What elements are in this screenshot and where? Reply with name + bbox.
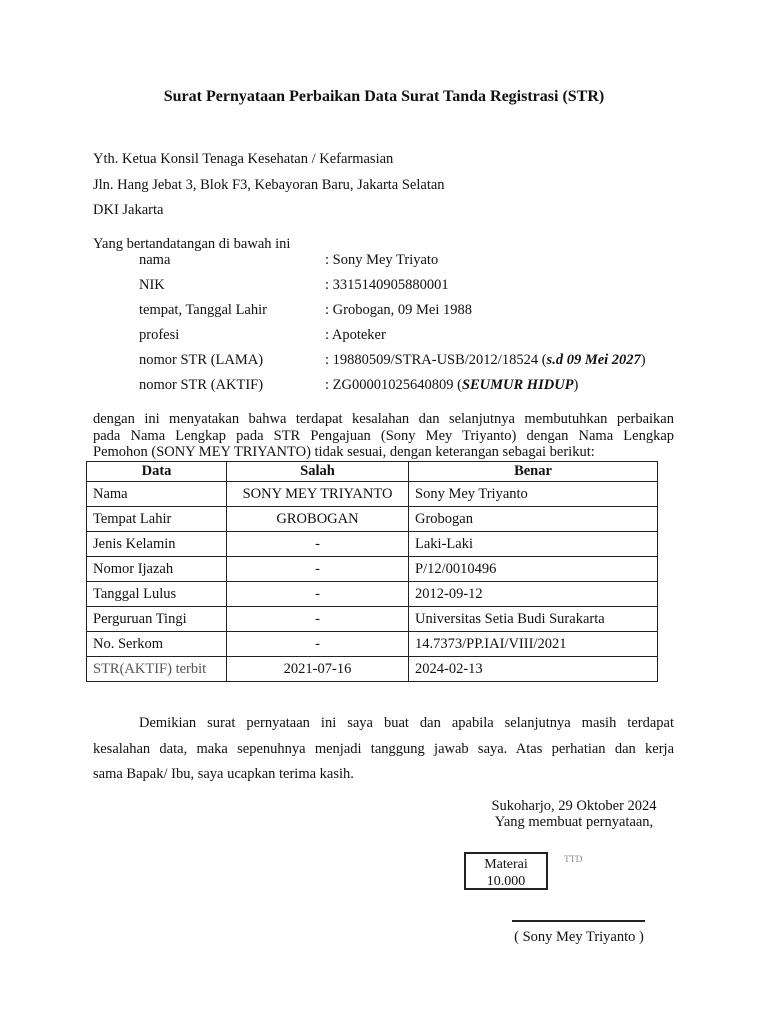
statement-line: dengan ini menyatakan bahwa terdapat kesalahan dan selanjutnya membutuhkan perbaikan — [93, 411, 674, 427]
closing-paragraph — [93, 711, 674, 788]
cell-benar: P/12/0010496 — [409, 557, 658, 582]
document-title: Surat Pernyataan Perbaikan Data Surat Tanda Registrasi (STR) — [163, 88, 605, 105]
table-row — [87, 632, 658, 657]
column-header-salah: Salah — [227, 462, 409, 482]
cell-salah: GROBOGAN — [227, 507, 409, 532]
signatory-name: ( Sony Mey Triyanto ) — [514, 929, 644, 945]
identity-value: : ZG00001025640809 (SEUMUR HIDUP) — [325, 377, 579, 393]
identity-value: : 3315140905880001 — [325, 277, 449, 293]
cell-data: No. Serkom — [87, 632, 227, 657]
addressee-line-2: Jln. Hang Jebat 3, Blok F3, Kebayoran Baru, Jakarta Selatan — [93, 177, 445, 193]
table-header-row — [87, 462, 658, 482]
signature-line — [512, 920, 645, 922]
cell-salah: SONY MEY TRIYANTO — [227, 482, 409, 507]
intro-text: Yang bertandatangan di bawah ini — [93, 236, 291, 252]
table-row — [87, 582, 658, 607]
table-row — [87, 507, 658, 532]
identity-label: NIK — [139, 277, 165, 293]
identity-label: nomor STR (AKTIF) — [139, 377, 264, 393]
statement-paragraph — [93, 411, 674, 461]
table-row — [87, 532, 658, 557]
maker-label: Yang membuat pernyataan, — [494, 814, 654, 830]
cell-data: Jenis Kelamin — [87, 532, 227, 557]
cell-benar: Universitas Setia Budi Surakarta — [409, 607, 658, 632]
identity-value: : Sony Mey Triyato — [325, 252, 439, 268]
identity-label: tempat, Tanggal Lahir — [139, 302, 267, 318]
cell-benar: 14.7373/PP.IAI/VIII/2021 — [409, 632, 658, 657]
ttd-mark: TTD — [564, 855, 583, 865]
identity-value: : Apoteker — [325, 327, 386, 343]
identity-value: : 19880509/STRA-USB/2012/18524 (s.d 09 Mei 2027) — [325, 352, 646, 368]
stamp-label: Materai — [484, 857, 528, 872]
identity-value: : Grobogan, 09 Mei 1988 — [325, 302, 472, 318]
cell-benar: 2024-02-13 — [409, 657, 658, 682]
str-aktif-validity: SEUMUR HIDUP — [461, 377, 574, 393]
column-header-data: Data — [87, 462, 227, 482]
statement-line: pada Nama Lengkap pada STR Pengajuan (Sony Mey Triyanto) dengan Nama Lengkap — [93, 427, 674, 444]
cell-salah: - — [227, 632, 409, 657]
place-date: Sukoharjo, 29 Oktober 2024 — [491, 798, 657, 814]
cell-benar: Laki-Laki — [409, 532, 658, 557]
correction-table — [86, 461, 658, 682]
cell-benar: 2012-09-12 — [409, 582, 658, 607]
cell-data: Tanggal Lulus — [87, 582, 227, 607]
addressee-line-3: DKI Jakarta — [93, 202, 164, 218]
table-row — [87, 482, 658, 507]
cell-data: STR(AKTIF) terbit — [87, 657, 227, 682]
materai-stamp-box — [464, 852, 548, 890]
cell-benar: Grobogan — [409, 507, 658, 532]
cell-salah: - — [227, 557, 409, 582]
cell-data: Nama — [87, 482, 227, 507]
cell-salah: - — [227, 582, 409, 607]
cell-benar: Sony Mey Triyanto — [409, 482, 658, 507]
str-lama-validity: s.d 09 Mei 2027 — [546, 352, 641, 368]
stamp-value: 10.000 — [486, 874, 526, 889]
closing-line: Demikian surat pernyataan ini saya buat dan apabila selanjutnya masih terdapat — [139, 715, 674, 731]
cell-data: Nomor Ijazah — [87, 557, 227, 582]
closing-line: sama Bapak/ Ibu, saya ucapkan terima kasih. — [93, 766, 354, 782]
statement-line: Pemohon (SONY MEY TRIYANTO) tidak sesuai, dengan keterangan sebagai berikut: — [93, 444, 595, 460]
cell-data: Tempat Lahir — [87, 507, 227, 532]
identity-label: nama — [139, 252, 171, 268]
cell-salah: 2021-07-16 — [227, 657, 409, 682]
addressee-line-1: Yth. Ketua Konsil Tenaga Kesehatan / Kefarmasian — [93, 151, 394, 167]
identity-label: nomor STR (LAMA) — [139, 352, 264, 368]
cell-data: Perguruan Tingi — [87, 607, 227, 632]
table-row — [87, 557, 658, 582]
table-row — [87, 657, 658, 682]
column-header-benar: Benar — [409, 462, 658, 482]
closing-line: kesalahan data, maka sepenuhnya menjadi tanggung jawab saya. Atas perhatian dan kerja — [93, 740, 674, 757]
table-row — [87, 607, 658, 632]
cell-salah: - — [227, 532, 409, 557]
cell-salah: - — [227, 607, 409, 632]
identity-label: profesi — [139, 327, 180, 343]
